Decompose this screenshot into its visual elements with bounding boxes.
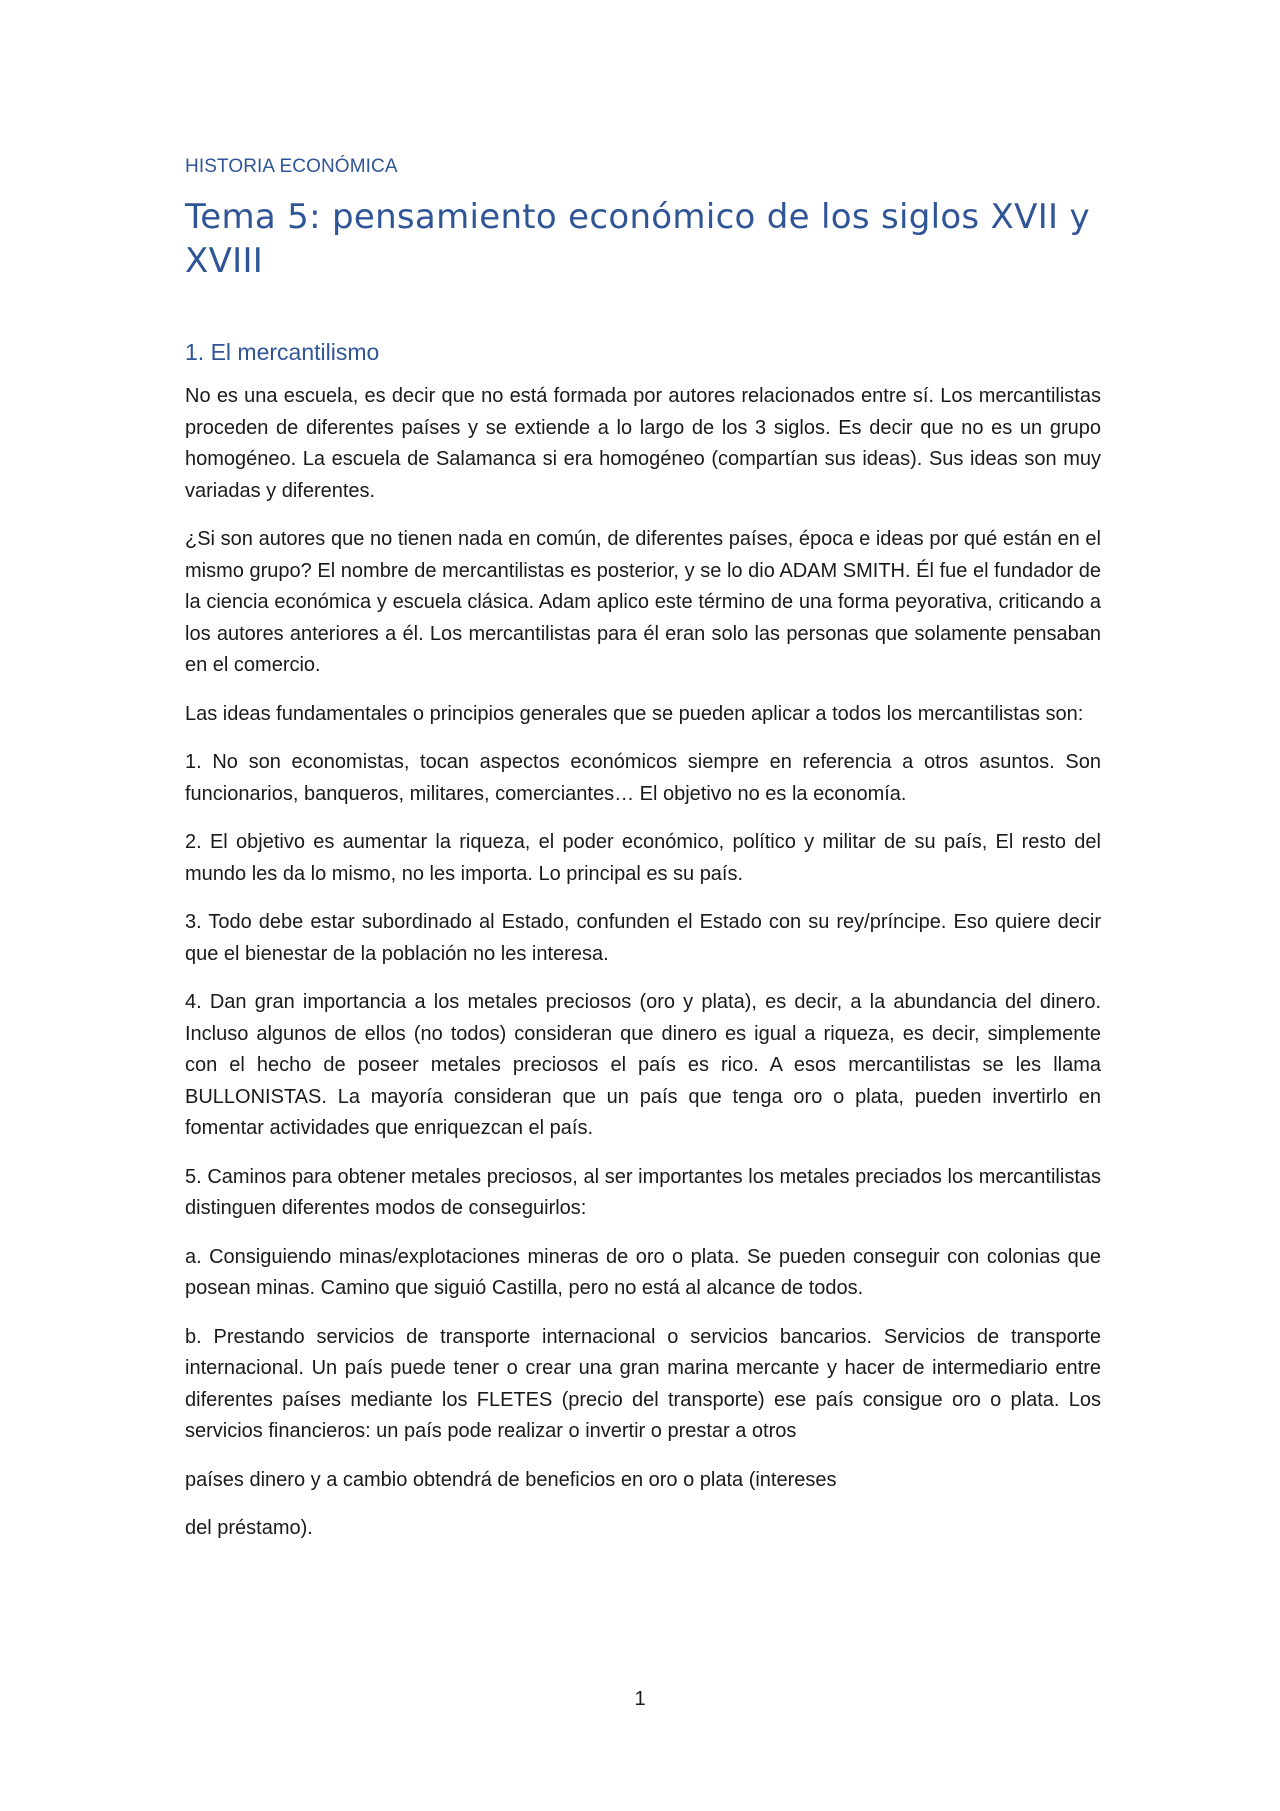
paragraph-continuation: del préstamo). (185, 1517, 313, 1539)
list-item-paragraph: 4. Dan gran importancia a los metales preciosos (oro y plata), es decir, a la abundancia del dinero. Incluso algunos de ellos (no todos) consideran que dinero es igual a riqueza, es decir, simplemente con el hecho de poseer metales preciosos el país es rico. A esos mercantilistas se les llama BULLONISTAS. La mayoría consideran que un país que tenga oro o plata, pueden invertirlo en fomentar actividades que enriquezcan el país. (185, 991, 1101, 1139)
paragraph: Las ideas fundamentales o principios generales que se pueden aplicar a todos los mercantilistas son: (185, 702, 1084, 725)
header-label: HISTORIA ECONÓMICA (185, 156, 398, 177)
page-number: 1 (634, 1688, 646, 1710)
list-item-paragraph: 2. El objetivo es aumentar la riqueza, el poder económico, político y militar de su país, El resto del mundo les da lo mismo, no les importa. Lo principal es su país. (185, 831, 1101, 885)
list-item-paragraph: 5. Caminos para obtener metales preciosos, al ser importantes los metales preciados los mercantilistas distinguen diferentes modos de conseguirlos: (185, 1165, 1101, 1219)
list-item-paragraph: 1. No son economistas, tocan aspectos económicos siempre en referencia a otros asuntos. Son funcionarios, banqueros, militares, comerciantes… El objetivo no es la economía. (185, 751, 1101, 805)
sub-item-paragraph: a. Consiguiendo minas/explotaciones mineras de oro o plata. Se pueden conseguir con colonias que posean minas. Camino que siguió Castilla, pero no está al alcance de todos. (185, 1245, 1101, 1299)
page-content (185, 155, 1101, 1562)
list-item-paragraph: 3. Todo debe estar subordinado al Estado, confunden el Estado con su rey/príncipe. Eso quiere decir que el bienestar de la población no les interesa. (185, 911, 1101, 965)
section-heading: 1. El mercantilismo (185, 339, 380, 365)
paragraph: No es una escuela, es decir que no está formada por autores relacionados entre sí. Los mercantilistas proceden de diferentes países y se extiende a lo largo de los 3 siglos. Es decir que no es un grupo homogéneo. La escuela de Salamanca si era homogéneo (compartían sus ideas). Sus ideas son muy variadas y diferentes. (185, 385, 1101, 502)
sub-item-paragraph: b. Prestando servicios de transporte internacional o servicios bancarios. Servicios de transporte internacional. Un país puede tener o crear una gran marina mercante y hacer de intermediario entre diferentes países mediante los FLETES (precio del transporte) ese país consigue oro o plata. Los servicios financieros: un país pode realizar o invertir o prestar a otros (185, 1325, 1101, 1442)
document-title: Tema 5: pensamiento económico de los siglos XVII y XVIII (185, 197, 1090, 281)
paragraph-continuation: países dinero y a cambio obtendrá de beneficios en oro o plata (intereses (185, 1468, 837, 1491)
paragraph: ¿Si son autores que no tienen nada en común, de diferentes países, época e ideas por qué están en el mismo grupo? El nombre de mercantilistas es posterior, y se lo dio ADAM SMITH. Él fue el fundador de la ciencia económica y escuela clásica. Adam aplico este término de una forma peyorativa, criticando a los autores anteriores a él. Los mercantilistas para él eran solo las personas que solamente pensaban en el comercio. (185, 528, 1101, 676)
